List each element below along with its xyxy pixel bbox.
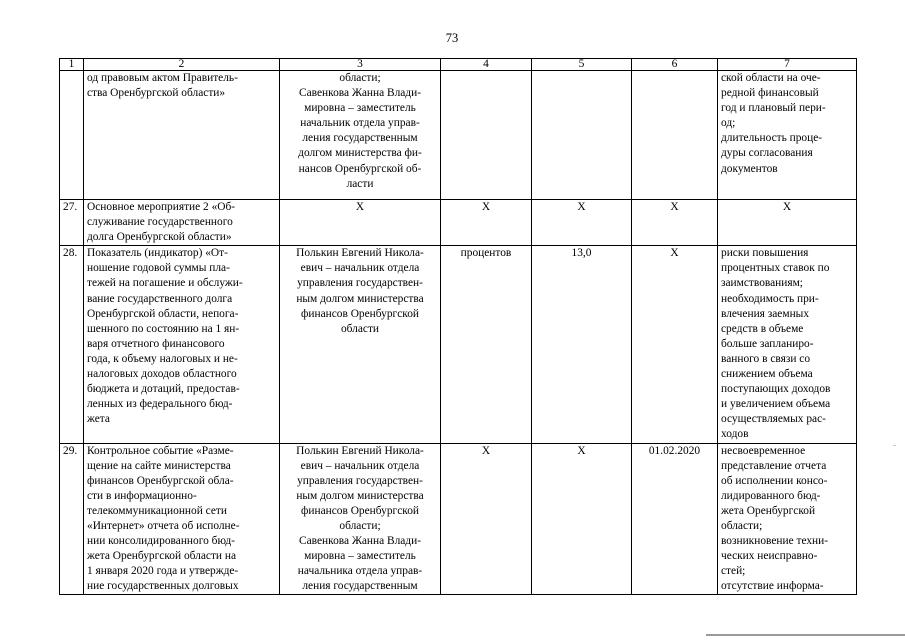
row-number: 27.	[60, 200, 84, 246]
target-value: Х	[532, 200, 632, 246]
measure-name	[84, 200, 280, 246]
responsible-person-line: евич – начальник отдела	[300, 262, 420, 275]
measure-name-line: Основное мероприятие 2 «Об-	[87, 201, 236, 213]
risks-line: и увеличением объема	[721, 398, 831, 411]
responsible-person-line: управления государствен-	[297, 474, 423, 487]
risks-line: дуры согласования	[721, 147, 813, 160]
measure-name	[84, 246, 280, 443]
responsible-person-line: мировна – заместитель	[304, 550, 416, 563]
responsible-person-line: ласти	[346, 177, 374, 190]
risks	[718, 200, 857, 246]
risks-line: длительность проце-	[721, 132, 823, 145]
measure-name-line: «Интернет» отчета об исполне-	[87, 519, 240, 532]
measure-name-line: года, к объему налоговых и не-	[87, 352, 238, 365]
deadline	[632, 71, 718, 200]
measure-name-line: шенного по состоянию на 1 ян-	[87, 322, 240, 335]
measure-name-line: жета Оренбургской области на	[87, 550, 237, 563]
risks-line: риски повышения	[721, 247, 809, 260]
responsible-person	[280, 200, 441, 246]
risks-line: осуществляемых рас-	[721, 413, 826, 426]
risks-line: ходов	[721, 428, 749, 441]
measure-name-line: бюджета и дотаций, предостав-	[87, 383, 240, 396]
risks-line: представление отчета	[721, 459, 827, 472]
column-number: 3	[280, 59, 441, 71]
risks-line: об исполнении консо-	[721, 474, 828, 487]
table-row	[60, 443, 857, 595]
risks-line: возникновение техни-	[721, 535, 829, 548]
responsible-person-line: Полькин Евгений Никола-	[296, 444, 424, 457]
deadline: Х	[632, 246, 718, 443]
responsible-person-line: евич – начальник отдела	[300, 459, 420, 472]
risks-line: лидированного бюд-	[721, 489, 821, 502]
deadline: 01.02.2020	[632, 443, 718, 595]
risks-line: заимствованиям;	[721, 277, 803, 290]
responsible-person-line: ления государственным	[302, 132, 418, 145]
row-number	[60, 71, 84, 200]
unit: Х	[441, 443, 532, 595]
risks-line: ванного в связи со	[721, 352, 811, 365]
responsible-person-line: Савенкова Жанна Влади-	[299, 535, 421, 548]
column-number: 1	[60, 59, 84, 71]
measure-name-line: жета	[87, 413, 110, 426]
measure-name-line: вание государственного долга	[87, 292, 233, 305]
scan-edge-line	[706, 634, 905, 636]
column-number: 5	[532, 59, 632, 71]
measure-name-line: долга Оренбургской области»	[87, 231, 232, 244]
responsible-person-line: области;	[339, 72, 381, 84]
measure-name-line: финансов Оренбургской обла-	[87, 474, 234, 487]
measure-name	[84, 71, 280, 200]
unit: процентов	[441, 246, 532, 443]
plan-table	[59, 58, 857, 595]
responsible-person	[280, 71, 441, 200]
measure-name-line: Показатель (индикатор) «От-	[87, 247, 228, 260]
measure-name-line: служивание государственного	[87, 216, 233, 229]
risks	[718, 246, 857, 443]
unit: Х	[441, 200, 532, 246]
measure-name-line: телекоммуникационной сети	[87, 504, 227, 517]
responsible-person	[280, 246, 441, 443]
measure-name-line: налоговых доходов областного	[87, 368, 237, 381]
responsible-person-line: начальника отдела управ-	[297, 565, 423, 578]
measure-name-line: щение на сайте министерства	[87, 459, 231, 472]
responsible-person-line: Савенкова Жанна Влади-	[299, 87, 421, 100]
risks-line: стей;	[721, 565, 746, 578]
measure-name-line: тежей на погашение и обслужи-	[87, 277, 243, 290]
risks-line: снижением объема	[721, 368, 813, 381]
table-row	[60, 200, 857, 246]
risks	[718, 443, 857, 595]
risks-line: необходимость при-	[721, 292, 819, 305]
risks-line: процентных ставок по	[721, 262, 830, 275]
risks-line: области;	[721, 519, 763, 532]
risks-line: поступающих доходов	[721, 383, 831, 396]
column-number: 6	[632, 59, 718, 71]
risks-line: год и плановый пери-	[721, 102, 826, 115]
risks-line: ческих неисправно-	[721, 550, 818, 563]
measure-name-line: ленных из федерального бюд-	[87, 398, 233, 411]
risks	[718, 71, 857, 200]
responsible-person-line: финансов Оренбургской	[301, 504, 419, 517]
responsible-person-line: ным долгом министерства	[296, 489, 424, 502]
responsible-person-line: Полькин Евгений Никола-	[296, 247, 424, 260]
table-row	[60, 71, 857, 200]
measure-name-line: ства Оренбургской области»	[87, 87, 226, 100]
measure-name-line: ние государственных долговых	[87, 580, 239, 593]
scan-speck	[893, 445, 896, 446]
deadline: Х	[632, 200, 718, 246]
page-number: 73	[445, 31, 459, 45]
row-number: 28.	[60, 246, 84, 443]
responsible-person-line: начальник отдела управ-	[300, 117, 420, 130]
risks-line: жета Оренбургской	[721, 504, 816, 517]
responsible-person-line: области	[340, 322, 380, 335]
risks-line: од;	[721, 117, 736, 130]
target-value	[532, 71, 632, 200]
measure-name-line: Оренбургской области, непога-	[87, 307, 239, 320]
measure-name-line: нии консолидированного бюд-	[87, 535, 235, 548]
measure-name	[84, 443, 280, 595]
responsible-person-line: ным долгом министерства	[296, 292, 424, 305]
risks-line: больше запланиро-	[721, 337, 814, 350]
risks-line: документов	[721, 162, 778, 175]
measure-name-line: сти в информационно-	[87, 489, 197, 502]
measure-name-line: 1 января 2020 года и утвержде-	[87, 565, 239, 578]
responsible-person-line: области;	[339, 519, 381, 532]
measure-name-line: варя отчетного финансового	[87, 337, 225, 350]
column-number: 4	[441, 59, 532, 71]
responsible-person-line: долгом министерства фи-	[298, 147, 422, 160]
risks-line: влечения заемных	[721, 307, 810, 320]
target-value: 13,0	[532, 246, 632, 443]
row-number: 29.	[60, 443, 84, 595]
risks-line: редной финансовый	[721, 87, 819, 100]
responsible-person-line: ления государственным	[302, 580, 418, 593]
risks-line: средств в объеме	[721, 322, 804, 335]
measure-name-line: од правовым актом Правитель-	[87, 72, 238, 84]
responsible-person-line: Х	[355, 201, 365, 213]
column-number: 2	[84, 59, 280, 71]
measure-name-line: ношение годовой суммы пла-	[87, 262, 230, 275]
target-value: Х	[532, 443, 632, 595]
responsible-person-line: управления государствен-	[297, 277, 423, 290]
responsible-person-line: мировна – заместитель	[304, 102, 416, 115]
column-number-row	[60, 59, 857, 71]
risks-line: Х	[782, 201, 792, 213]
risks-line: отсутствие информа-	[721, 580, 824, 593]
responsible-person	[280, 443, 441, 595]
measure-name-line: Контрольное событие «Разме-	[87, 444, 234, 457]
responsible-person-line: финансов Оренбургской	[301, 307, 419, 320]
risks-line: несвоевременное	[721, 444, 806, 457]
responsible-person-line: нансов Оренбургской об-	[298, 162, 422, 175]
unit	[441, 71, 532, 200]
risks-line: ской области на оче-	[721, 72, 821, 84]
column-number: 7	[718, 59, 857, 71]
table-row	[60, 246, 857, 443]
